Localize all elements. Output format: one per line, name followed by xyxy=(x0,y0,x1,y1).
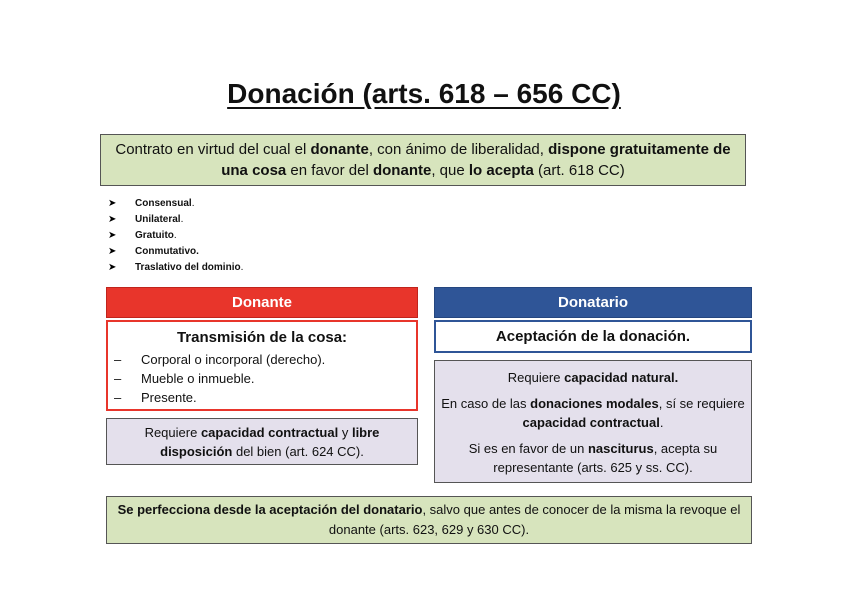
perfeccion-box xyxy=(106,496,752,544)
requisito-bold: capacidad natural. xyxy=(564,370,679,385)
definition-bold: dispone gratuitamente de una cosa xyxy=(221,141,731,179)
requisito-text: Requiere xyxy=(507,370,565,385)
definition-text: en favor del xyxy=(286,162,373,179)
requisito-bold: nasciturus xyxy=(587,441,654,456)
transmision-item: Mueble o inmueble. xyxy=(141,371,255,386)
donante-header: Donante xyxy=(106,287,418,318)
capacidad-text: y xyxy=(338,425,352,440)
feature-name: Consensual xyxy=(135,198,192,209)
requisito-bold: donaciones modales xyxy=(530,396,659,411)
capacidad-text: Requiere xyxy=(144,425,201,440)
feature-end: . xyxy=(180,214,184,225)
requisito-text: En caso de las xyxy=(441,396,531,411)
perfeccion-bold: Se perfecciona desde la aceptación del donatario xyxy=(117,502,423,517)
arrow-bullet-icon: ➤ xyxy=(108,198,117,209)
feature-name: Conmutativo. xyxy=(135,246,199,257)
definition-bold: donante xyxy=(372,162,432,179)
list-item xyxy=(108,369,416,388)
transmision-item: Presente. xyxy=(141,390,197,405)
transmision-title: Transmisión de la cosa: xyxy=(176,329,348,346)
definition-bold: lo acepta xyxy=(468,162,534,179)
transmision-item: Corporal o incorporal (derecho). xyxy=(141,352,326,367)
list-item xyxy=(108,196,243,212)
list-item xyxy=(108,212,243,228)
perfeccion-text: , salvo que antes de conocer de la misma la revoque el donante (arts. 623, 629 y 630 CC). xyxy=(328,502,741,537)
aceptacion-box: Aceptación de la donación. xyxy=(434,320,752,353)
feature-end: . xyxy=(191,198,195,209)
definition-text: , con ánimo de liberalidad, xyxy=(368,141,549,158)
definition-text: (art. 618 CC) xyxy=(533,162,625,179)
requisito-bold: capacidad contractual xyxy=(522,415,660,430)
list-item xyxy=(108,244,243,260)
list-item xyxy=(108,260,243,276)
feature-name: Traslativo del dominio xyxy=(135,262,241,273)
definition-box xyxy=(100,134,746,186)
arrow-bullet-icon: ➤ xyxy=(108,230,117,241)
requisito-text: , acepta su representante (arts. 625 y ss. CC). xyxy=(493,441,718,475)
dash-bullet: – xyxy=(114,352,122,367)
transmision-box xyxy=(106,320,418,411)
transmision-list xyxy=(108,350,416,407)
definition-text: Contrato en virtud del cual el xyxy=(115,141,311,158)
page-title: Donación (arts. 618 – 656 CC) xyxy=(227,78,621,109)
definition-text: , que xyxy=(431,162,469,179)
dash-bullet: – xyxy=(114,371,122,386)
arrow-bullet-icon: ➤ xyxy=(108,262,117,273)
features-list xyxy=(108,196,243,276)
requisito-text: , sí se requiere xyxy=(658,396,745,411)
requisito-text: . xyxy=(659,415,664,430)
donatario-header: Donatario xyxy=(434,287,752,318)
list-item xyxy=(108,350,416,369)
dash-bullet: – xyxy=(114,390,122,405)
feature-end: . xyxy=(240,262,244,273)
feature-end: . xyxy=(173,230,177,241)
requisito-paragraph xyxy=(435,394,751,432)
arrow-bullet-icon: ➤ xyxy=(108,246,117,257)
requisito-paragraph xyxy=(435,439,751,477)
requisito-text: Si es en favor de un xyxy=(468,441,588,456)
donante-capacidad-box xyxy=(106,418,418,465)
requisito-paragraph xyxy=(435,368,751,387)
capacidad-bold: capacidad contractual xyxy=(200,425,339,440)
list-item xyxy=(108,388,416,407)
list-item xyxy=(108,228,243,244)
capacidad-bold: libre disposición xyxy=(160,425,380,459)
feature-name: Unilateral xyxy=(135,214,181,225)
definition-bold: donante xyxy=(310,141,369,158)
arrow-bullet-icon: ➤ xyxy=(108,214,117,225)
donatario-requisitos-box xyxy=(434,360,752,483)
capacidad-text: del bien (art. 624 CC). xyxy=(232,444,364,459)
feature-name: Gratuito xyxy=(135,230,174,241)
